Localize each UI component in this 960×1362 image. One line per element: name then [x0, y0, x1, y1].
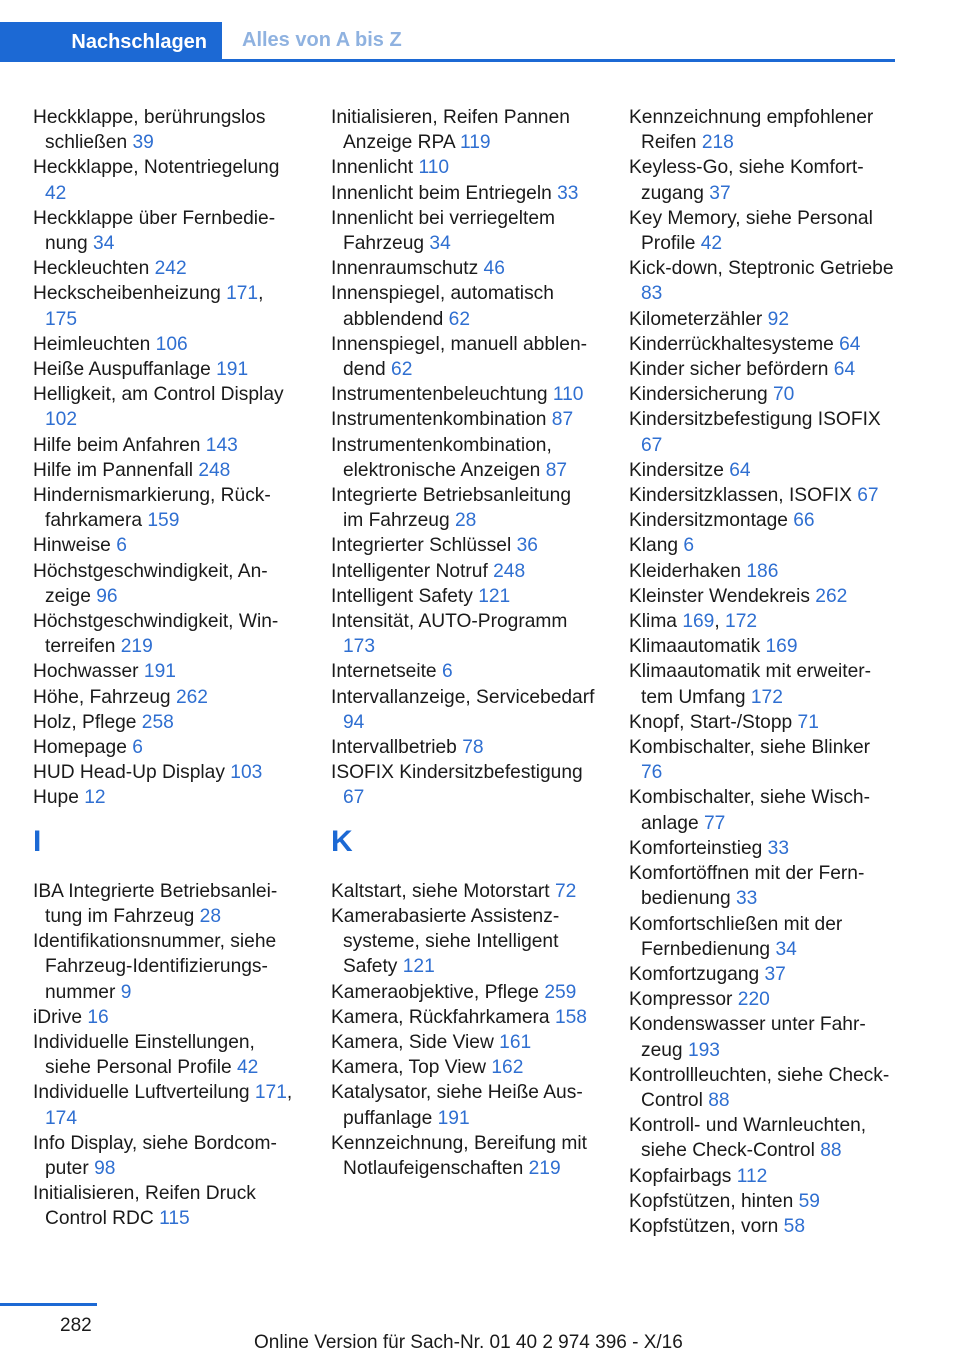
section-tab-label: Nachschlagen — [71, 30, 207, 53]
index-entry — [33, 433, 298, 458]
page-reference-link[interactable]: 102 — [45, 409, 78, 431]
index-entry — [629, 987, 894, 1012]
index-entry — [629, 1063, 894, 1113]
index-entry — [331, 980, 596, 1005]
page-reference-link[interactable]: 174 — [45, 1107, 78, 1129]
index-entry — [33, 458, 298, 483]
index-entry — [33, 105, 298, 155]
index-entry — [629, 1113, 894, 1163]
index-term: Kombischalter, siehe Blinker — [629, 737, 871, 759]
index-entry — [629, 382, 894, 407]
page-reference-link[interactable]: 94 — [343, 711, 365, 733]
index-term: Hinweise — [33, 535, 111, 557]
index-term: Intervallanzeige, Servicebedarf — [331, 686, 595, 708]
index-entry — [33, 1005, 298, 1030]
index-term: Kindersitzklassen, ISOFIX — [629, 485, 852, 507]
index-term: Höchstgeschwindigkeit, Winterreifen — [33, 611, 279, 658]
page-reference-link[interactable]: 98 — [94, 1157, 116, 1179]
index-term: Kontrollleuchten, siehe Check-Control — [629, 1064, 890, 1111]
page-reference-link[interactable]: 218 — [701, 132, 734, 154]
index-term: Intervallbetrieb — [331, 737, 457, 759]
index-term: Individuelle Luftverteilung — [33, 1082, 250, 1104]
page-reference-link[interactable]: 259 — [544, 981, 577, 1003]
index-entry — [33, 735, 298, 760]
page-reference-link[interactable]: 64 — [729, 459, 751, 481]
index-entry — [629, 357, 894, 382]
index-entry — [331, 533, 596, 558]
index-entry — [33, 879, 298, 929]
index-entry — [33, 256, 298, 281]
page-reference-link[interactable]: 77 — [703, 812, 726, 834]
page-reference-link[interactable]: 46 — [483, 258, 505, 280]
index-entry — [33, 357, 298, 382]
index-column-2 — [331, 105, 596, 1181]
index-term: Initialisieren, Reifen Pannen Anzeige RPA — [331, 107, 570, 154]
page-reference-link[interactable]: 112 — [736, 1165, 768, 1187]
online-version-note: Online Version für Sach-Nr. 01 40 2 974 396 - X/16 — [254, 1332, 683, 1353]
page-reference-link[interactable]: 34 — [93, 233, 115, 255]
index-entry — [629, 836, 894, 861]
page-reference-link[interactable]: 159 — [147, 510, 180, 532]
index-term: Initialisieren, Reifen Druck Control RDC — [33, 1183, 256, 1230]
page-reference-link[interactable]: 171 — [254, 1082, 287, 1104]
page-reference-link[interactable]: 115 — [159, 1208, 190, 1230]
index-entry — [33, 559, 298, 609]
index-entry — [331, 382, 596, 407]
page-reference-link[interactable]: 219 — [528, 1157, 561, 1179]
section-tab — [0, 22, 222, 62]
index-term: Komforteinstieg — [629, 837, 763, 859]
index-term: Höhe, Fahrzeug — [33, 686, 171, 708]
index-term: Innenlicht — [331, 157, 414, 179]
page-reference-link[interactable]: 242 — [154, 258, 187, 280]
index-term: ISOFIX Kindersitzbefestigung — [331, 762, 583, 784]
index-entry — [33, 332, 298, 357]
index-term: Hochwasser — [33, 661, 139, 683]
page-reference-link[interactable]: 16 — [87, 1006, 109, 1028]
page-reference-link[interactable]: 172 — [725, 611, 758, 633]
index-entry — [33, 206, 298, 256]
page-reference-link[interactable]: 110 — [552, 384, 584, 406]
page-reference-link[interactable]: 248 — [493, 560, 526, 582]
index-term: Integrierte Betriebsanleitung im Fahrzeug — [331, 485, 571, 532]
index-section-letter: K — [331, 824, 353, 858]
page-reference-link[interactable]: 262 — [175, 686, 208, 708]
page-reference-link[interactable]: 12 — [84, 787, 106, 809]
index-term: Key Memory, siehe Personal Profile — [629, 207, 873, 255]
index-entry — [629, 912, 894, 962]
index-entry — [629, 962, 894, 987]
index-term: Kennzeichnung, Bereifung mit Notlaufeigenschaften — [331, 1132, 587, 1179]
index-entry — [629, 307, 894, 332]
index-term: Komfortzugang — [629, 963, 760, 985]
index-term: Innenlicht beim Entriegeln — [331, 182, 552, 204]
index-entry — [629, 785, 894, 835]
index-term: Heckscheibenheizung — [33, 283, 221, 305]
index-entry — [33, 710, 298, 735]
index-entry — [331, 1030, 596, 1055]
index-entry — [33, 155, 298, 205]
index-term: Kamerabasierte Assistenzsysteme, siehe Intelligent Safety — [331, 905, 560, 978]
page-reference-link[interactable]: 110 — [418, 157, 450, 179]
page-reference-link[interactable]: 87 — [545, 459, 568, 481]
page-reference-link[interactable]: 220 — [737, 989, 770, 1011]
index-entry: Heckscheibenheizung 171, 175 — [33, 283, 264, 330]
page-reference-link[interactable]: 88 — [820, 1140, 842, 1162]
page-reference-link[interactable]: 37 — [764, 963, 786, 985]
page-reference-link[interactable]: 76 — [641, 762, 663, 784]
page-reference-link[interactable]: 67 — [343, 787, 365, 809]
page-reference-link[interactable]: 161 — [499, 1031, 532, 1053]
index-entry — [33, 685, 298, 710]
index-entry — [629, 155, 894, 205]
index-entry — [331, 105, 596, 155]
page-reference-link[interactable]: 248 — [198, 459, 231, 481]
page-reference-link[interactable]: 9 — [120, 981, 132, 1003]
page-reference-link[interactable]: 6 — [441, 661, 453, 683]
index-entry — [629, 458, 894, 483]
index-entry — [629, 256, 894, 306]
index-entry — [331, 584, 596, 609]
index-term: Heckklappe, berührungslos schließen — [33, 107, 266, 154]
index-term: Kilometerzähler — [629, 308, 763, 330]
index-term: Kindersitze — [629, 459, 724, 481]
index-term: Kopfairbags — [629, 1165, 732, 1187]
index-term: Heimleuchten — [33, 333, 151, 355]
index-term: Hilfe beim Anfahren — [33, 434, 201, 456]
index-term: Knopf, Start-/Stopp — [629, 711, 793, 733]
index-section-letter: I — [33, 824, 42, 858]
page-reference-link[interactable]: 262 — [815, 585, 848, 607]
index-entry — [33, 609, 298, 659]
page-reference-link[interactable]: 172 — [750, 686, 783, 708]
index-entry — [331, 760, 596, 810]
index-entry — [629, 559, 894, 584]
index-term: Klima — [629, 611, 677, 633]
index-entry — [629, 1214, 894, 1239]
page-reference-link[interactable]: 64 — [839, 333, 861, 355]
index-term: Instrumentenkombination — [331, 409, 547, 431]
page-reference-link[interactable]: 162 — [491, 1057, 524, 1079]
index-entry — [331, 735, 596, 760]
index-entry — [33, 382, 298, 432]
page-reference-link[interactable]: 103 — [230, 762, 263, 784]
index-entry — [629, 659, 894, 709]
page-reference-link[interactable]: 64 — [833, 359, 856, 381]
index-term: HUD Head-Up Display — [33, 762, 225, 784]
index-term: Intelligenter Notruf — [331, 560, 488, 582]
footer-divider — [0, 1303, 97, 1306]
index-column-1 — [33, 105, 298, 1232]
index-entry — [629, 1189, 894, 1214]
index-term: Klimaautomatik — [629, 636, 761, 658]
index-term: Internetseite — [331, 661, 437, 683]
index-entry — [331, 1055, 596, 1080]
index-term: Katalysator, siehe Heiße Auspuffanlage — [331, 1082, 583, 1129]
index-term: Holz, Pflege — [33, 711, 137, 733]
index-term: Heckklappe, Notentriegelung — [33, 157, 280, 179]
index-term: iDrive — [33, 1006, 83, 1028]
index-term: Kondenswasser unter Fahrzeug — [629, 1014, 866, 1061]
index-entry — [331, 483, 596, 533]
index-term: Klimaautomatik mit erweitertem Umfang — [629, 661, 872, 708]
index-entry — [331, 879, 596, 904]
page-reference-link[interactable]: 219 — [120, 636, 153, 658]
page-reference-link[interactable]: 78 — [462, 737, 484, 759]
index-term: Heckklappe über Fernbedienung — [33, 207, 276, 255]
index-term: Helligkeit, am Control Display — [33, 384, 284, 406]
index-term: Kick-down, Steptronic Getriebe — [629, 258, 894, 280]
index-entry — [629, 634, 894, 659]
index-term: Innenspiegel, automatisch abblendend — [331, 283, 554, 330]
index-term: Kopfstützen, vorn — [629, 1215, 779, 1237]
index-entry — [331, 155, 596, 180]
page-reference-link[interactable]: 58 — [783, 1215, 806, 1237]
page-reference-link[interactable]: 33 — [557, 182, 579, 204]
index-term: Hupe — [33, 787, 79, 809]
index-term: Heiße Auspuffanlage — [33, 359, 211, 381]
index-entry — [629, 861, 894, 911]
page-reference-link[interactable]: 191 — [437, 1107, 470, 1129]
page-reference-link[interactable]: 72 — [554, 880, 577, 902]
index-entry — [629, 584, 894, 609]
page-reference-link[interactable]: 62 — [391, 359, 413, 381]
index-term: Homepage — [33, 737, 127, 759]
page-reference-link[interactable]: 169 — [682, 611, 715, 633]
index-term: Heckleuchten — [33, 258, 150, 280]
index-term: Komfortschließen mit der Fernbedienung — [629, 913, 843, 960]
page-reference-link[interactable]: 33 — [735, 888, 758, 910]
index-term: Höchstgeschwindigkeit, Anzeige — [33, 560, 268, 607]
index-term: Kleiderhaken — [629, 560, 742, 582]
page-reference-link[interactable]: 6 — [116, 535, 127, 557]
page-reference-link[interactable]: 39 — [132, 132, 154, 154]
index-entry — [629, 483, 894, 508]
index-entry — [629, 332, 894, 357]
index-entry — [331, 685, 596, 735]
page-reference-link[interactable]: 34 — [429, 233, 451, 255]
index-term: Info Display, siehe Bordcomputer — [33, 1132, 277, 1179]
index-entry — [33, 483, 298, 533]
index-term: Kameraobjektive, Pflege — [331, 981, 539, 1003]
page-reference-link[interactable]: 171 — [226, 283, 259, 305]
page-reference-link[interactable]: 158 — [554, 1006, 587, 1028]
index-term: Kindersitzbefestigung ISOFIX — [629, 409, 881, 431]
page-reference-link[interactable]: 83 — [641, 283, 663, 305]
index-entry — [331, 407, 596, 432]
index-entry: Klima 169, 172 — [629, 611, 758, 633]
index-term: Kinder sicher befördern — [629, 359, 829, 381]
index-term: Kinderrückhaltesysteme — [629, 333, 834, 355]
page-reference-link[interactable]: 42 — [45, 182, 67, 204]
page-reference-link[interactable]: 121 — [402, 956, 435, 978]
page-reference-link[interactable]: 71 — [797, 711, 819, 733]
index-entry — [331, 904, 596, 980]
page-reference-link[interactable]: 34 — [775, 938, 797, 960]
index-term: Intensität, AUTO-Programm — [331, 611, 568, 633]
index-entry — [331, 181, 596, 206]
index-entry — [33, 533, 298, 558]
index-entry — [33, 659, 298, 684]
index-term: Komfortöffnen mit der Fernbedienung — [629, 863, 865, 910]
page-reference-link[interactable]: 6 — [132, 737, 143, 759]
page-reference-link[interactable]: 33 — [767, 837, 789, 859]
page-reference-link[interactable]: 106 — [155, 333, 188, 355]
page-reference-link[interactable]: 258 — [141, 711, 174, 733]
index-term: Kindersicherung — [629, 384, 768, 406]
page-reference-link[interactable]: 62 — [448, 308, 470, 330]
index-term: Kamera, Side View — [331, 1031, 494, 1053]
index-term: Integrierter Schlüssel — [331, 535, 512, 557]
index-entry — [331, 1131, 596, 1181]
index-term: Hindernismarkierung, Rückfahrkamera — [33, 485, 271, 532]
page-reference-link[interactable]: 92 — [767, 308, 789, 330]
page-reference-link[interactable]: 96 — [96, 585, 118, 607]
index-term: Instrumentenkombination, elektronische Anzeigen — [331, 434, 552, 481]
page-header — [0, 0, 895, 62]
index-term: Innenraumschutz — [331, 258, 479, 280]
index-entry — [331, 256, 596, 281]
page-reference-link[interactable]: 121 — [478, 585, 511, 607]
index-entry — [331, 433, 596, 483]
page-reference-link[interactable]: 143 — [205, 434, 238, 456]
index-entry — [629, 533, 894, 558]
page-reference-link[interactable]: 191 — [143, 661, 176, 683]
index-term: Intelligent Safety — [331, 585, 473, 607]
index-term: Instrumentenbeleuchtung — [331, 384, 548, 406]
page-reference-link[interactable]: 42 — [700, 233, 723, 255]
index-entry — [629, 1012, 894, 1062]
index-entry — [629, 508, 894, 533]
index-column-3 — [629, 105, 894, 1239]
page-reference-link[interactable]: 66 — [793, 510, 815, 532]
page-reference-link[interactable]: 37 — [709, 182, 731, 204]
index-term: Kamera, Top View — [331, 1057, 487, 1079]
page-reference-link[interactable]: 36 — [516, 535, 538, 557]
page-reference-link[interactable]: 173 — [343, 636, 376, 658]
index-term: Kompressor — [629, 989, 733, 1011]
index-term: Innenlicht bei verriegeltem Fahrzeug — [331, 207, 555, 255]
index-entry — [629, 105, 894, 155]
page-reference-link[interactable]: 67 — [857, 485, 879, 507]
subsection-tab-label: Alles von A bis Z — [242, 29, 402, 51]
page-reference-link[interactable]: 42 — [237, 1057, 259, 1079]
index-entry — [33, 1030, 298, 1080]
index-term: Kleinster Wendekreis — [629, 585, 810, 607]
index-entry — [331, 281, 596, 331]
page-reference-link[interactable]: 169 — [765, 636, 798, 658]
page-reference-link[interactable]: 28 — [199, 905, 221, 927]
page-reference-link[interactable]: 28 — [454, 510, 477, 532]
index-term: Identifikationsnummer, siehe Fahrzeug-Identifizierungsnummer — [33, 931, 277, 1003]
page-reference-link[interactable]: 87 — [551, 409, 574, 431]
index-entry — [33, 760, 298, 785]
index-term: Kopfstützen, hinten — [629, 1190, 794, 1212]
index-entry — [331, 609, 596, 659]
page-reference-link[interactable]: 67 — [641, 434, 663, 456]
index-entry — [331, 559, 596, 584]
index-term: Individuelle Einstellungen, siehe Personal Profile — [33, 1031, 255, 1079]
index-entry: Individuelle Luftverteilung 171, 174 — [33, 1082, 293, 1129]
index-entry — [331, 1005, 596, 1030]
page-reference-link[interactable]: 70 — [773, 384, 795, 406]
index-entry — [33, 1131, 298, 1181]
index-term: Kaltstart, siehe Motorstart — [331, 880, 550, 902]
page-reference-link[interactable]: 59 — [798, 1190, 820, 1212]
index-term: Kombischalter, siehe Wischanlage — [629, 787, 870, 834]
index-term: Kennzeichnung empfohlener Reifen — [629, 107, 874, 154]
index-entry — [629, 206, 894, 256]
index-entry — [629, 407, 894, 457]
index-term: Keyless-Go, siehe Komfortzugang — [629, 157, 864, 204]
index-entry — [331, 332, 596, 382]
index-term: IBA Integrierte Betriebsanleitung im Fahrzeug — [33, 880, 278, 927]
page-reference-link[interactable]: 186 — [746, 560, 779, 582]
index-entry — [629, 735, 894, 785]
page-reference-link[interactable]: 193 — [687, 1039, 720, 1061]
index-term: Kamera, Rückfahrkamera — [331, 1006, 550, 1028]
index-entry — [331, 206, 596, 256]
index-entry — [331, 659, 596, 684]
index-term: Hilfe im Pannenfall — [33, 459, 193, 481]
index-entry — [629, 1164, 894, 1189]
page-reference-link[interactable]: 6 — [683, 535, 695, 557]
index-entry — [629, 710, 894, 735]
page-reference-link[interactable]: 175 — [45, 308, 78, 330]
page-number: 282 — [60, 1315, 92, 1336]
page-reference-link[interactable]: 119 — [459, 132, 491, 154]
index-term: Kindersitzmontage — [629, 510, 788, 532]
index-term: Innenspiegel, manuell abblendend — [331, 333, 588, 381]
header-divider — [0, 59, 895, 62]
page-reference-link[interactable]: 88 — [708, 1089, 730, 1111]
index-term: Kontroll- und Warnleuchten, siehe Check-Control — [629, 1115, 867, 1162]
index-entry — [33, 785, 298, 810]
page-reference-link[interactable]: 191 — [216, 359, 249, 381]
index-term: Klang — [629, 535, 679, 557]
index-entry — [331, 1080, 596, 1130]
index-entry — [33, 929, 298, 1005]
index-entry — [33, 1181, 298, 1231]
subsection-tab — [242, 22, 402, 59]
